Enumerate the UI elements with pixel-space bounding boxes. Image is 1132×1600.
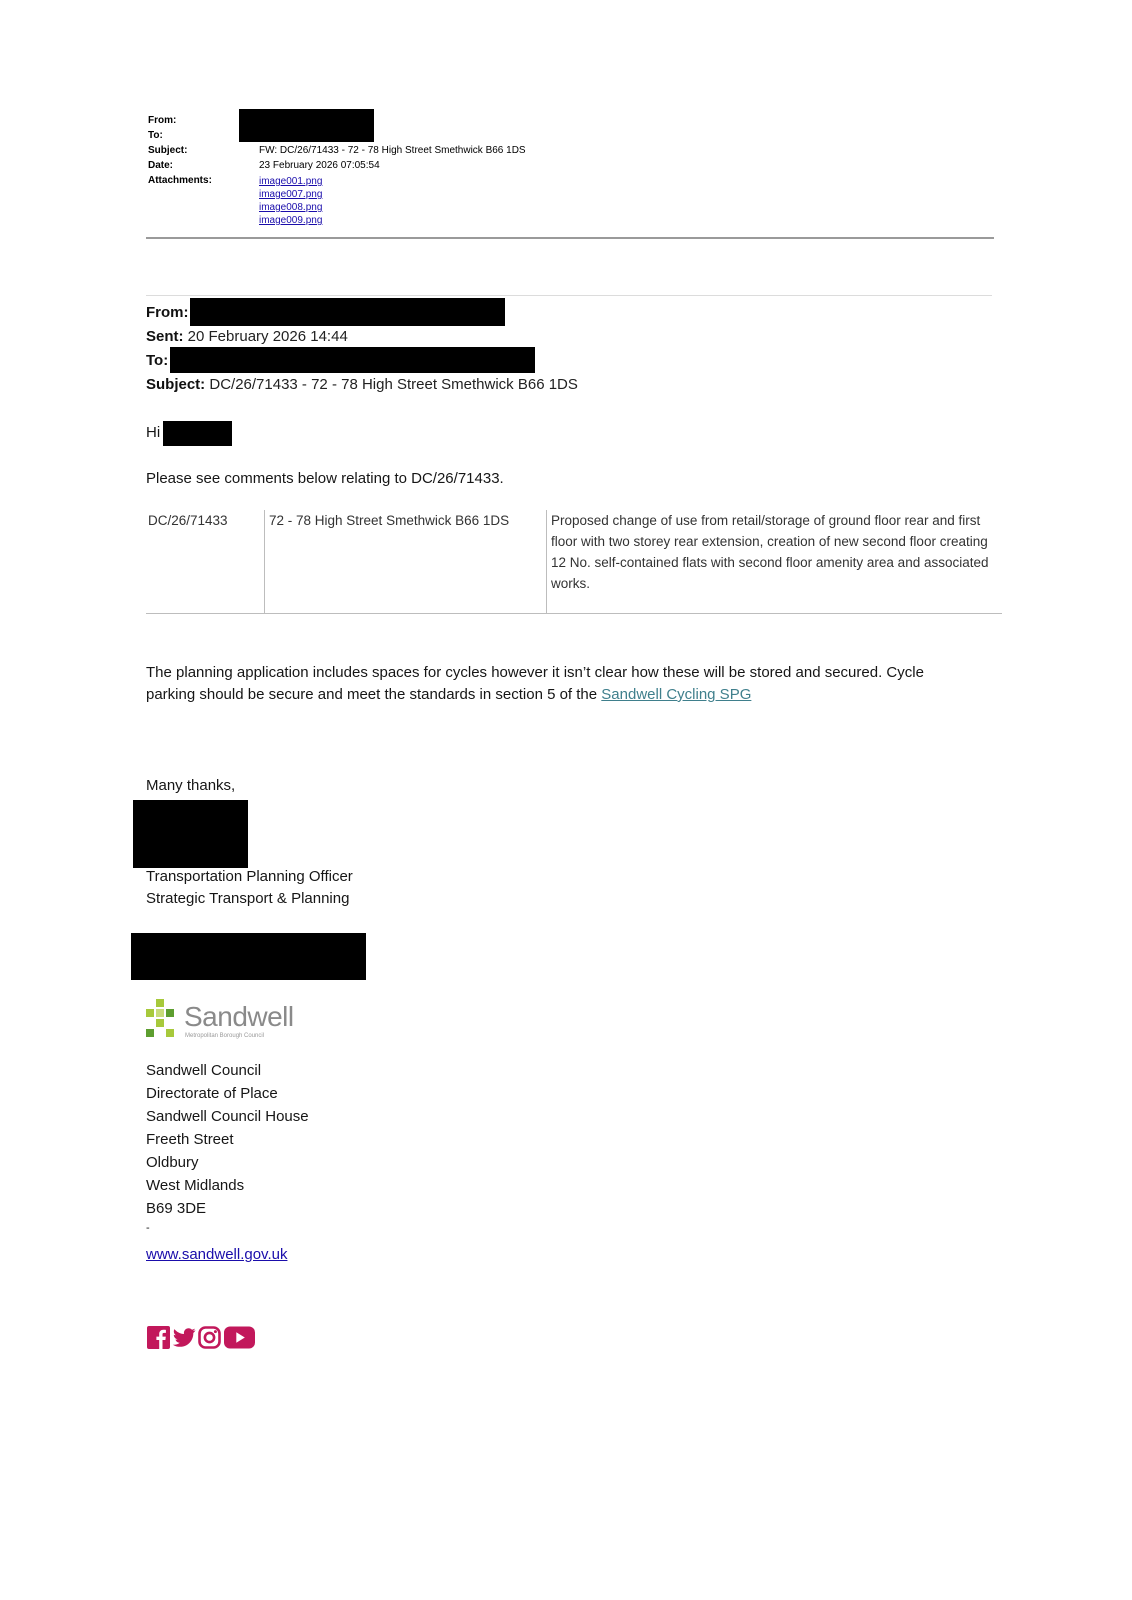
message-from-row <box>146 303 189 323</box>
forward-to-label: To: <box>148 130 163 141</box>
facebook-icon[interactable] <box>147 1326 170 1349</box>
signoff: Many thanks, <box>146 777 236 794</box>
message-to-row <box>146 351 168 371</box>
address-line: Oldbury <box>146 1154 199 1171</box>
job-title: Transportation Planning Officer <box>146 868 353 885</box>
message-from-label: From: <box>146 304 189 321</box>
address-separator: - <box>146 1222 150 1234</box>
forward-subject-label: Subject: <box>148 145 188 156</box>
forward-subject-value: FW: DC/26/71433 - 72 - 78 High Street Smethwick B66 1DS <box>259 145 526 156</box>
address-line: West Midlands <box>146 1177 245 1194</box>
youtube-icon[interactable] <box>224 1326 255 1349</box>
message-sent-value: 20 February 2026 14:44 <box>187 328 348 345</box>
redacted-signature-name <box>133 800 248 868</box>
cycling-spg-link[interactable]: Sandwell Cycling SPG <box>601 686 752 703</box>
website-line <box>146 1244 287 1266</box>
address-postcode: B69 3DE <box>146 1200 207 1217</box>
instagram-icon[interactable] <box>198 1326 221 1349</box>
intro-text: Please see comments below relating to DC/26/71433. <box>146 470 504 487</box>
message-to-label: To: <box>146 352 169 369</box>
twitter-icon[interactable] <box>172 1326 196 1349</box>
application-description: Proposed change of use from retail/storage of ground floor rear and first floor with two storey rear extension, creation of new second floor creating 12 No. self-contained flats with second floor amenity area and associated works. <box>546 510 1002 613</box>
attachment-link[interactable]: image008.png <box>259 202 323 213</box>
address-line: Sandwell Council <box>146 1062 262 1079</box>
redacted-recipient-name <box>163 421 232 446</box>
message-sent-row <box>146 327 348 347</box>
redacted-forward-sender <box>239 109 374 142</box>
attachment-link[interactable]: image001.png <box>259 176 323 187</box>
table-bottom-border <box>146 613 1002 614</box>
message-sent-label: Sent: <box>146 328 184 345</box>
attachment-link[interactable]: image009.png <box>259 215 323 226</box>
address-line: Freeth Street <box>146 1131 234 1148</box>
forward-date-label: Date: <box>148 160 174 171</box>
comment-paragraph <box>146 662 924 706</box>
website-link[interactable]: www.sandwell.gov.uk <box>146 1246 288 1263</box>
message-divider <box>146 295 992 296</box>
application-reference: DC/26/71433 <box>148 513 228 528</box>
redacted-message-sender <box>190 298 505 326</box>
comment-line-2 <box>146 684 924 706</box>
address-line: Sandwell Council House <box>146 1108 309 1125</box>
forward-from-label: From: <box>148 115 177 126</box>
message-subject-label: Subject: <box>146 376 206 393</box>
application-address: 72 - 78 High Street Smethwick B66 1DS <box>264 510 546 613</box>
sandwell-logo-word: Sandwell <box>184 1001 294 1032</box>
redacted-contact-details <box>131 933 366 980</box>
header-divider <box>146 237 994 239</box>
forward-date-value: 23 February 2026 07:05:54 <box>259 160 380 171</box>
social-links <box>147 1326 257 1352</box>
sandwell-logo-subtitle: Metropolitan Borough Council <box>185 1033 265 1039</box>
sandwell-logo <box>146 999 306 1041</box>
greeting: Hi <box>146 424 161 441</box>
sandwell-logo-mark-icon <box>146 999 180 1039</box>
attachment-link[interactable]: image007.png <box>259 189 323 200</box>
redacted-message-recipient <box>170 347 535 373</box>
application-table <box>146 510 1002 613</box>
comment-line-1: The planning application includes spaces for cycles however it isn’t clear how these will be stored and secured. Cycle <box>146 664 924 681</box>
forward-attachments-label: Attachments: <box>148 175 212 186</box>
department: Strategic Transport & Planning <box>146 890 350 907</box>
address-line: Directorate of Place <box>146 1085 278 1102</box>
message-subject-row <box>146 375 578 395</box>
comment-line-2-text: parking should be secure and meet the standards in section 5 of the <box>146 686 598 703</box>
message-subject-value: DC/26/71433 - 72 - 78 High Street Smethwick B66 1DS <box>209 376 578 393</box>
